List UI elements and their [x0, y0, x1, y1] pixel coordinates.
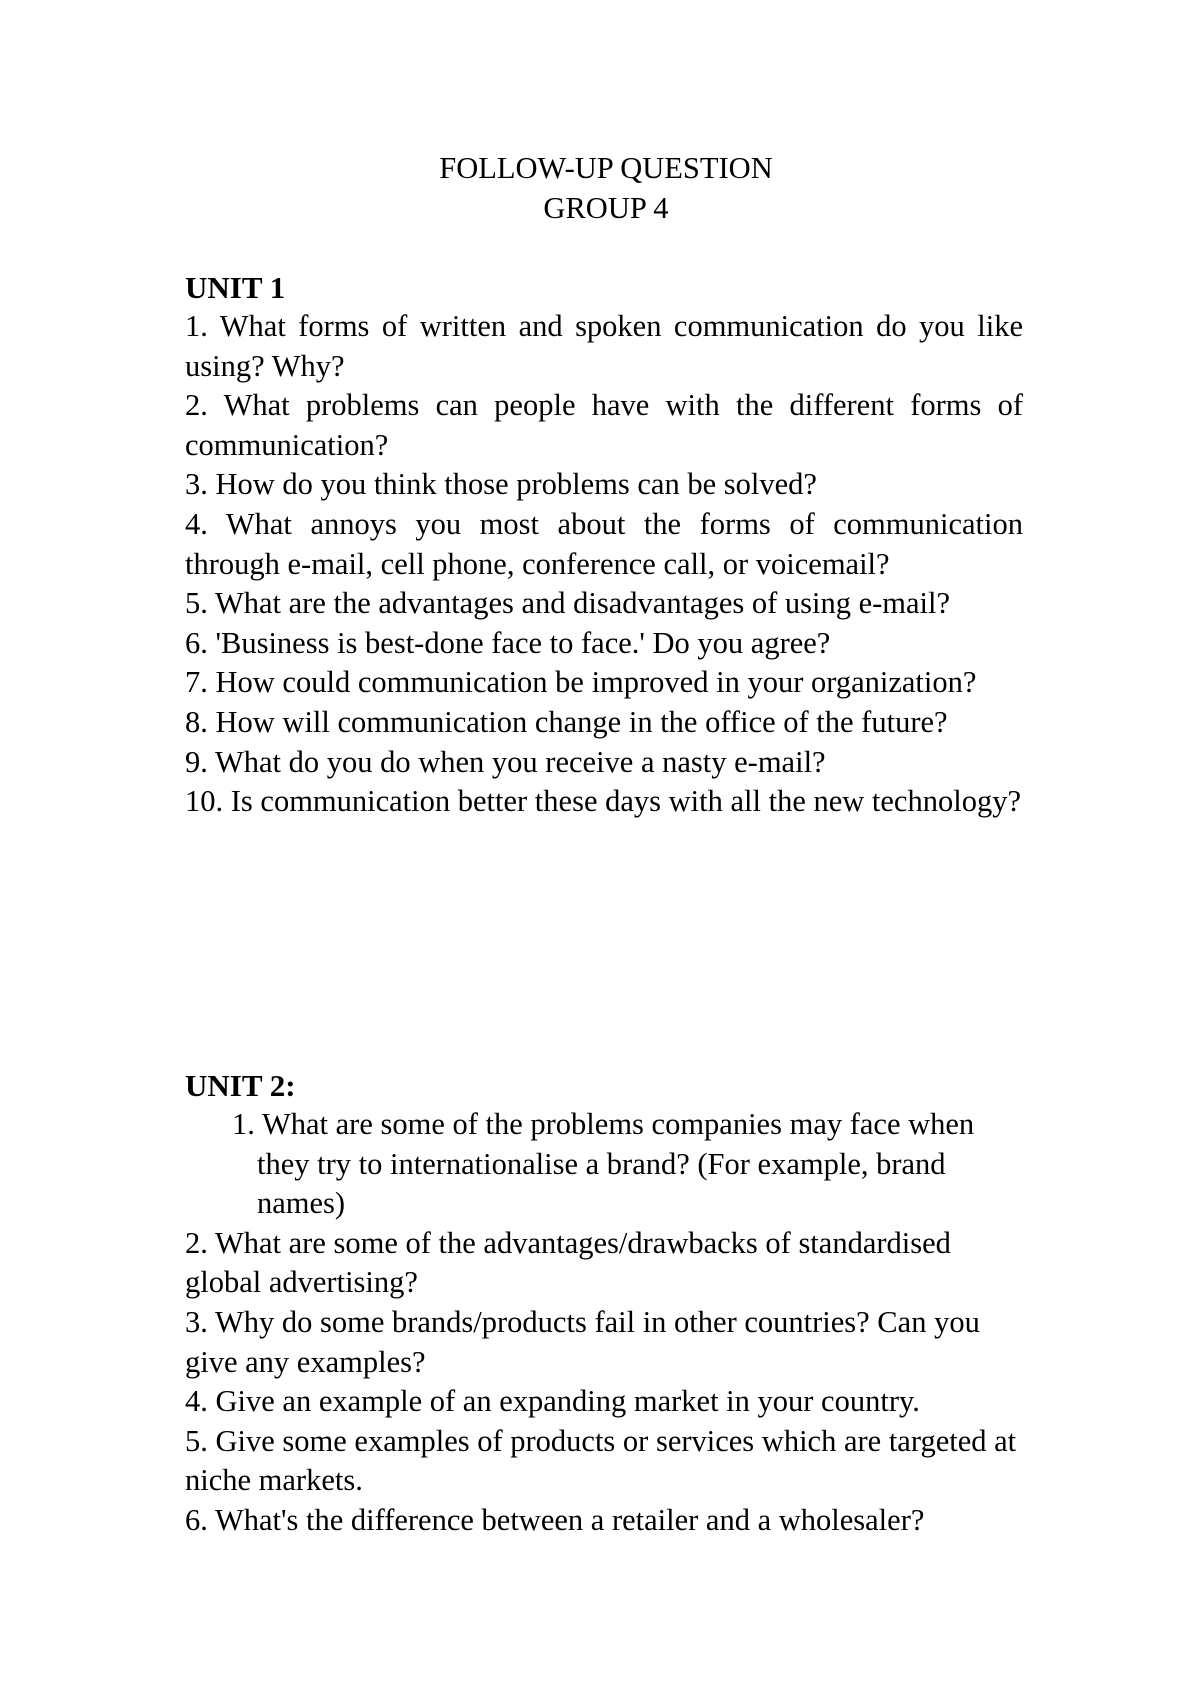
- unit2-question-5: 5. Give some examples of products or services which are targeted at niche markets.: [185, 1423, 1017, 1498]
- unit2-question-4: 4. Give an example of an expanding market in your country.: [185, 1384, 920, 1419]
- document-title: FOLLOW-UP QUESTION: [439, 151, 773, 185]
- unit1-question-9: 9. What do you do when you receive a nasty e-mail?: [185, 744, 826, 779]
- unit1-question-7: 7. How could communication be improved in your organization?: [185, 665, 977, 700]
- unit1-question-5: 5. What are the advantages and disadvantages of using e-mail?: [185, 586, 951, 621]
- unit1-question-10: 10. Is communication better these days with all the new technology?: [185, 784, 1021, 819]
- unit1-question-3: 3. How do you think those problems can be solved?: [185, 467, 817, 502]
- unit1-question-list: [185, 307, 1023, 822]
- unit2-question-3: 3. Why do some brands/products fail in other countries? Can you give any examples?: [185, 1304, 980, 1379]
- unit1-question-2: 2. What problems can people have with the different forms of communication?: [185, 388, 1023, 462]
- unit1-heading: UNIT 1: [185, 270, 286, 305]
- unit2-heading: UNIT 2:: [185, 1068, 296, 1103]
- unit1-question-6: 6. 'Business is best-done face to face.' Do you agree?: [185, 625, 831, 660]
- document-subtitle: GROUP 4: [543, 191, 669, 225]
- unit2-question-list: [185, 1105, 1023, 1541]
- unit2-question-6: 6. What's the difference between a retailer and a wholesaler?: [185, 1502, 925, 1537]
- unit2-question-1: 1. What are some of the problems companies may face when they try to internationalise a brand? (For example, brand names): [232, 1107, 975, 1221]
- unit1-question-8: 8. How will communication change in the office of the future?: [185, 704, 948, 739]
- unit2-question-2: 2. What are some of the advantages/drawbacks of standardised global advertising?: [185, 1225, 951, 1300]
- unit1-question-4: 4. What annoys you most about the forms of communication through e-mail, cell phone, conference call, or voicemail?: [185, 506, 1023, 581]
- unit1-question-1: 1. What forms of written and spoken communication do you like using? Why?: [185, 309, 1023, 383]
